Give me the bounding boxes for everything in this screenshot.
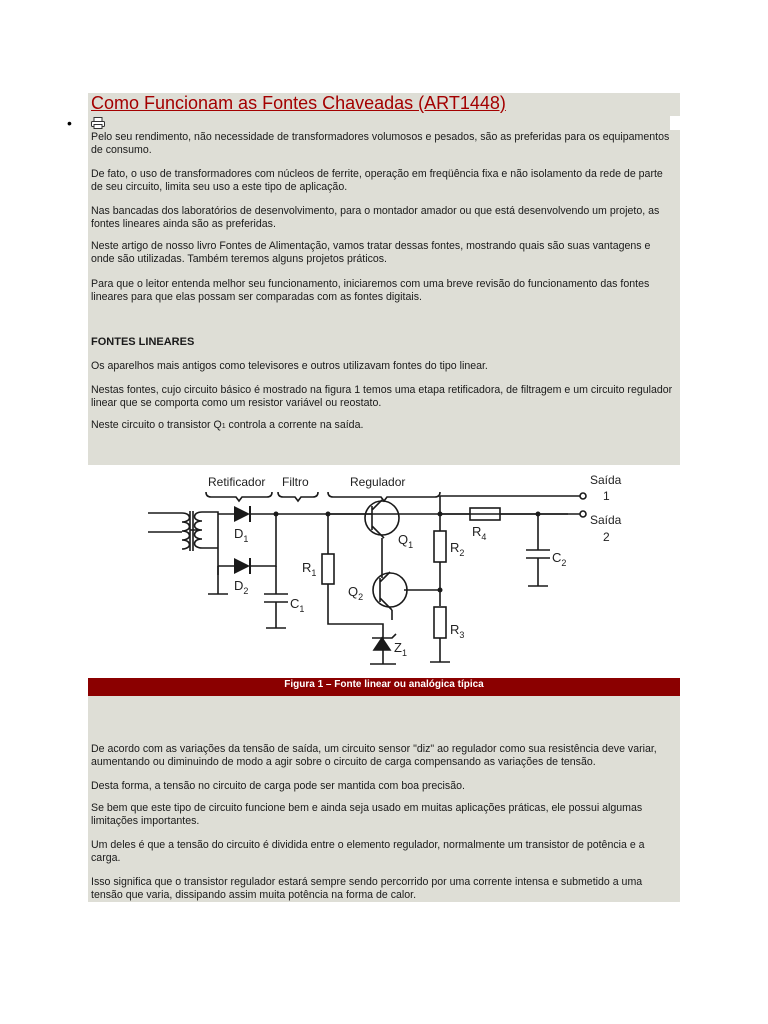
- label-z1: $Z_1$: [394, 640, 407, 658]
- label-r3: $R_3$: [450, 622, 465, 640]
- paragraph: Nas bancadas dos laboratórios de desenvolvimento, para o montador amador ou que está desenvolvendo um projeto, as fontes lineares ainda são as preferidas.: [91, 205, 660, 230]
- section-heading: FONTES LINEARES: [91, 336, 195, 348]
- paragraph: De fato, o uso de transformadores com núcleos de ferrite, operação em freqüência fixa e não isolamento da rede de parte de seu circuito, limita seu uso a este tipo de aplicação.: [91, 168, 663, 193]
- label-saida-1: Saída: [590, 473, 622, 487]
- label-c2: $C_2$: [552, 550, 567, 568]
- paragraph: Um deles é que a tensão do circuito é dividida entre o elemento regulador, normalmente um transistor de potência e a carga.: [91, 839, 645, 864]
- circuit-figure: [138, 466, 680, 678]
- label-q1: $Q_1$: [398, 532, 414, 550]
- printer-icon[interactable]: [91, 117, 105, 129]
- paragraph: Se bem que este tipo de circuito funcione bem e ainda seja usado em muitas aplicações práticas, ele possui algumas limitações importantes.: [91, 802, 643, 827]
- paragraph: Para que o leitor entenda melhor seu funcionamento, iniciaremos com uma breve revisão do funcionamento das fontes lineares para que elas possam ser comparadas com as fontes digitais.: [91, 278, 650, 303]
- divider-notch: [670, 116, 682, 130]
- label-c1: $C_1$: [290, 596, 305, 614]
- circuit-diagram: [138, 466, 680, 678]
- label-regulador: Regulador: [350, 475, 406, 489]
- label-saida-1-num: 1: [603, 489, 610, 503]
- label-saida-2-num: 2: [603, 530, 610, 544]
- label-retificador: Retificador: [208, 475, 266, 489]
- q1-text-before: Neste circuito o transistor Q: [91, 419, 222, 431]
- label-saida-2: Saída: [590, 513, 622, 527]
- q1-text-after: controla a corrente na saída.: [225, 419, 364, 431]
- paragraph: Os aparelhos mais antigos como televisores e outros utilizavam fontes do tipo linear.: [91, 360, 488, 372]
- paragraph: De acordo com as variações da tensão de saída, um circuito sensor "diz" ao regulador como sua resistência deve variar, aumentando ou diminuindo de modo a agir sobre o circuito de carga compensando as variações de tensão.: [91, 743, 657, 768]
- paragraph: Isso significa que o transistor regulador estará sempre sendo percorrido por uma corrente intensa e submetido a uma tensão que varia, dissipando assim muita potência na forma de calor.: [91, 876, 643, 901]
- paragraph: Neste artigo de nosso livro Fontes de Alimentação, vamos tratar dessas fontes, mostrando quais são suas vantagens e onde são utilizadas. Também teremos alguns projetos práticos.: [91, 240, 651, 265]
- article-block-bottom: [88, 696, 680, 902]
- label-r1: $R_1$: [302, 560, 317, 578]
- article-title-link[interactable]: Como Funcionam as Fontes Chaveadas (ART1448): [91, 93, 506, 113]
- label-d1: $D_1$: [234, 526, 249, 544]
- paragraph: Desta forma, a tensão no circuito de carga pode ser mantida com boa precisão.: [91, 780, 465, 792]
- paragraph-q1: [91, 419, 675, 434]
- paragraph: Pelo seu rendimento, não necessidade de transformadores volumosos e pesados, são as preferidas para os equipamentos de consumo.: [91, 131, 670, 156]
- label-q2: $Q_2$: [348, 584, 364, 602]
- q1-subscript: 1: [221, 423, 226, 430]
- label-r4: $R_4$: [472, 524, 487, 542]
- list-bullet: •: [67, 115, 72, 131]
- label-filtro: Filtro: [282, 475, 309, 489]
- paragraph: Nestas fontes, cujo circuito básico é mostrado na figura 1 temos uma etapa retificadora, de filtragem e um circuito regulador linear que se comporta como um resistor variável ou reostato.: [91, 384, 673, 409]
- diode-d2: [234, 558, 250, 574]
- figure-caption: Figura 1 – Fonte linear ou analógica típica: [88, 678, 680, 696]
- diode-d1: [234, 506, 250, 522]
- label-d2: $D_2$: [234, 578, 249, 596]
- label-r2: $R_2$: [450, 540, 465, 558]
